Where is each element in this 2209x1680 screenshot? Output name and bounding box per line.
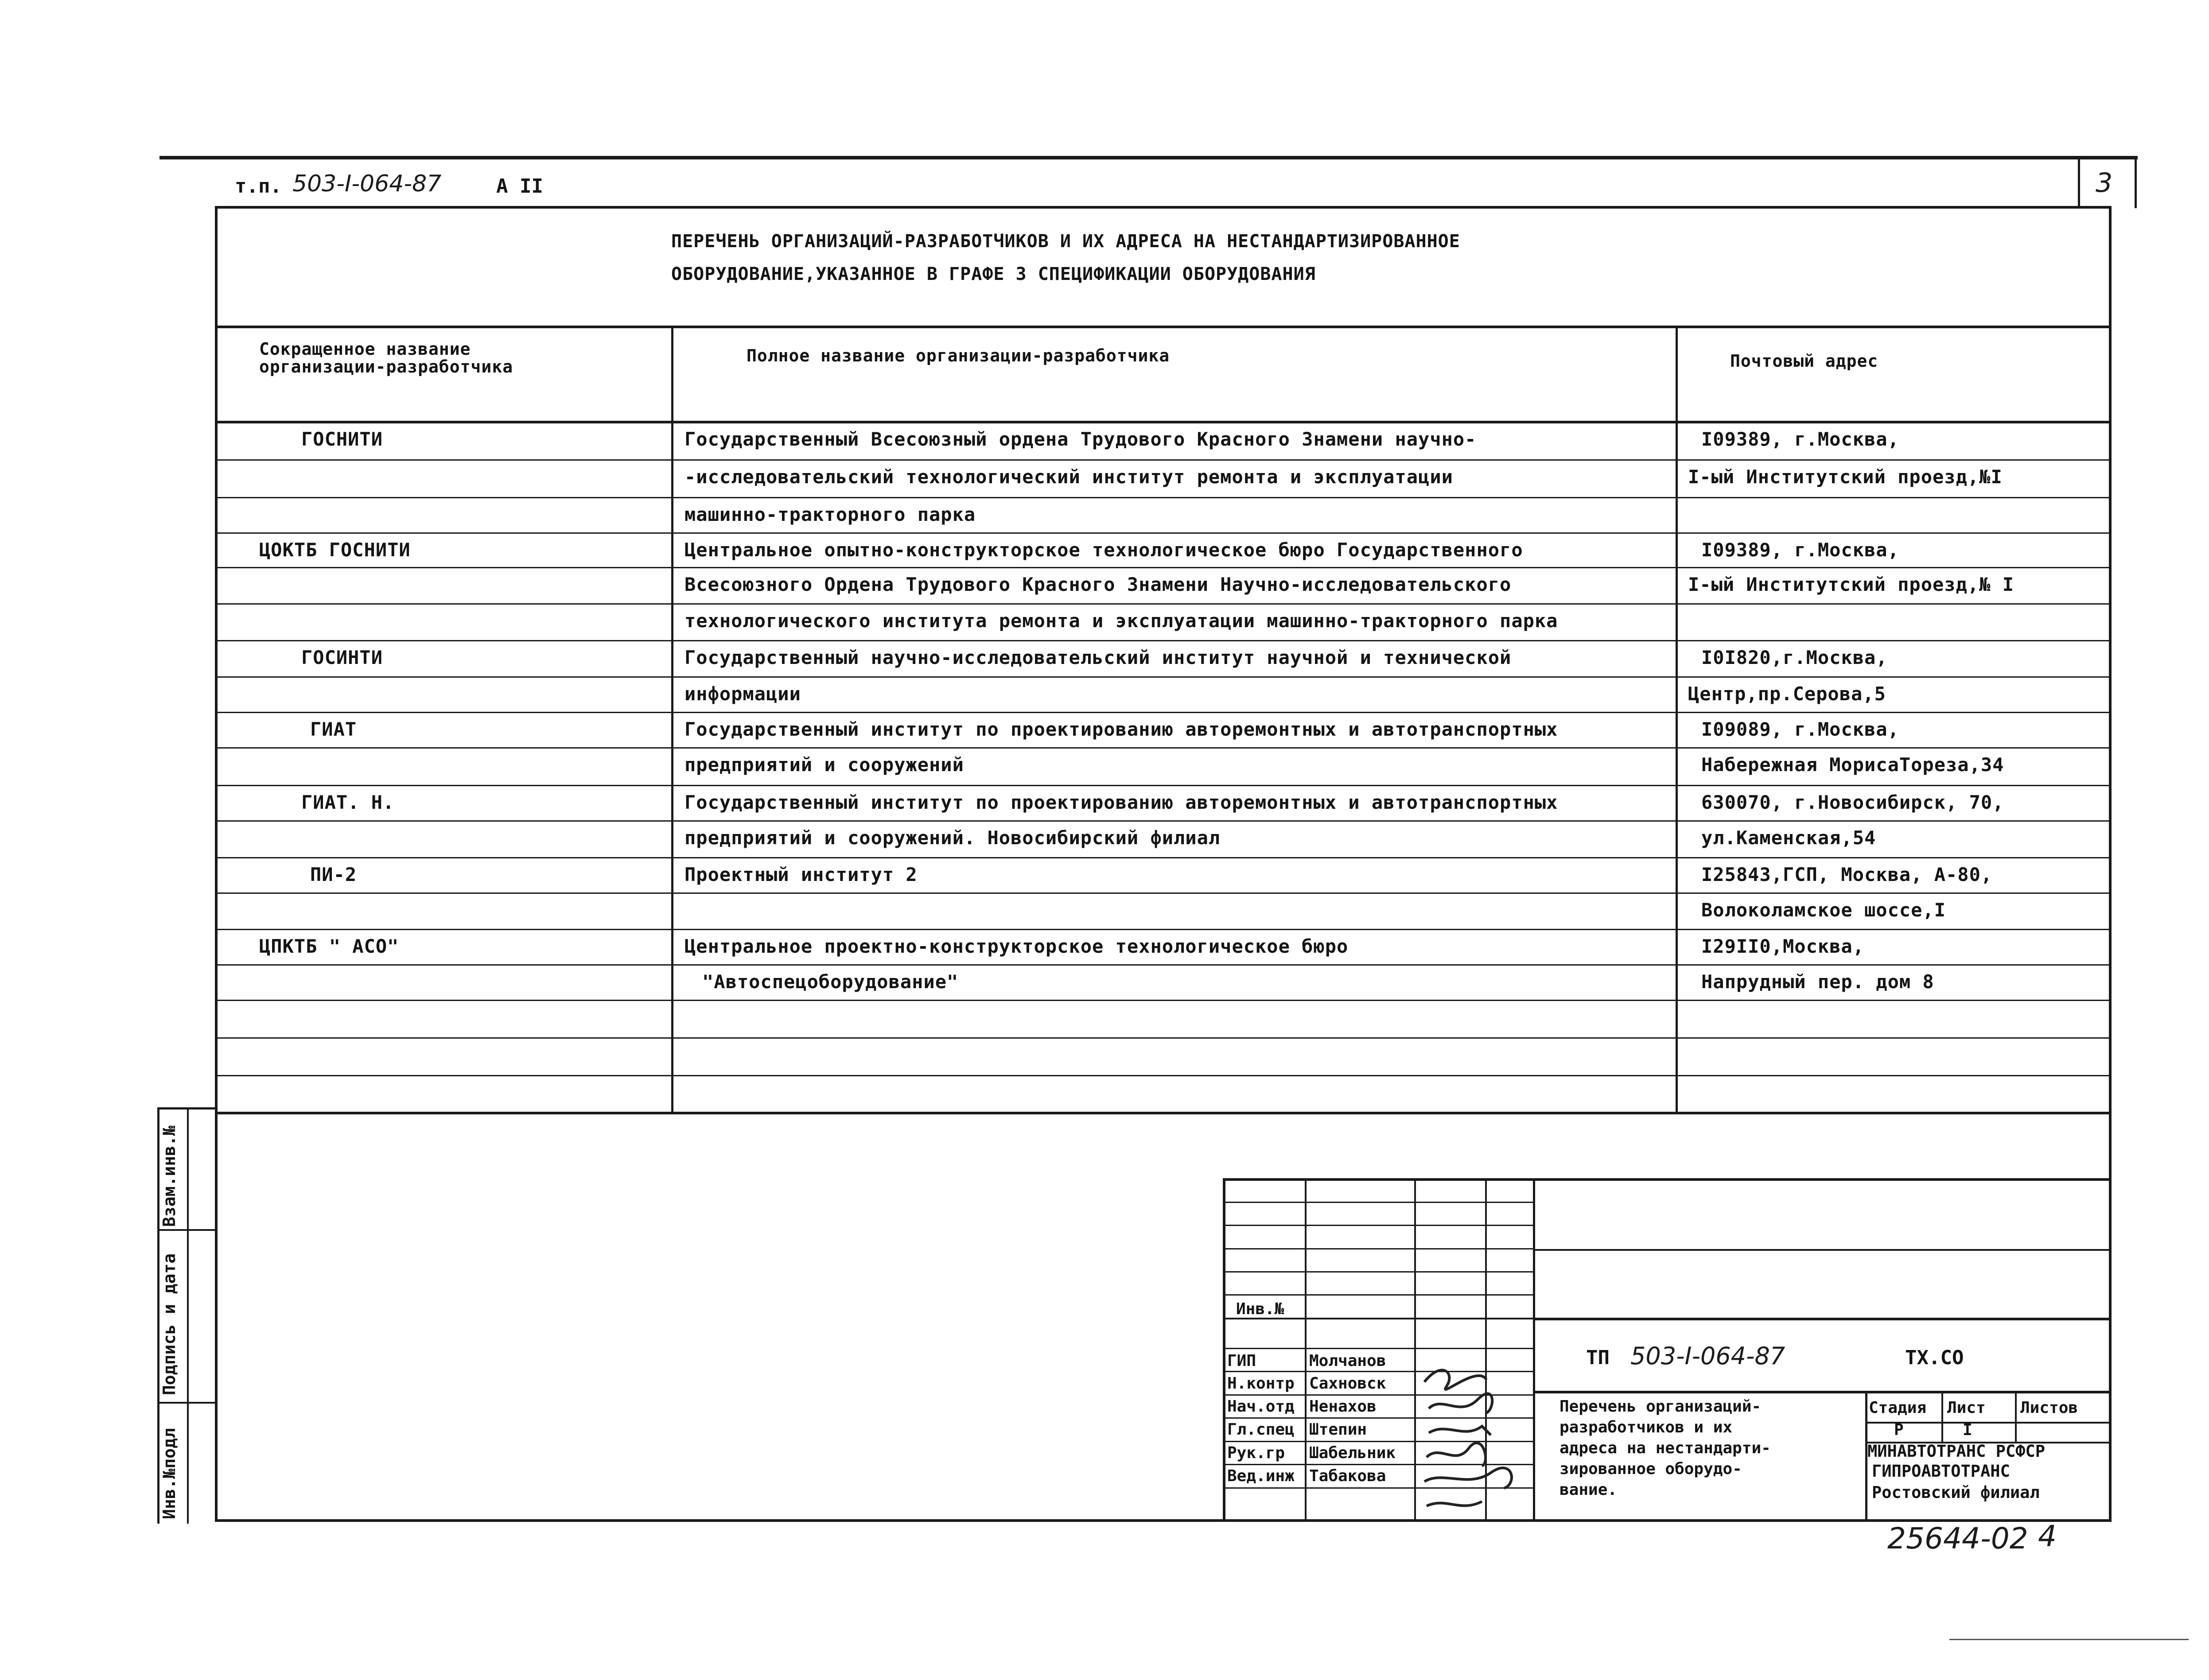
row-address: I09089, г.Москва, (1701, 718, 1899, 740)
tb-name: Шабельник (1309, 1444, 1396, 1462)
tb-role: Н.контр (1227, 1374, 1295, 1393)
tb-role: Рук.гр (1227, 1444, 1285, 1462)
tb-name: Молчанов (1309, 1352, 1386, 1370)
tb-row-2 (1223, 1225, 1533, 1226)
sheet-number-box-right (2135, 159, 2137, 208)
table-row-separator (215, 603, 2112, 605)
tb-doc-code: ТП (1586, 1346, 1610, 1369)
tb-doc-name-l3: адреса на нестандарти- (1560, 1439, 1771, 1457)
row-short-name: ЦОКТБ ГОСНИТИ (259, 539, 411, 561)
row-address: Напрудный пер. дом 8 (1701, 971, 1934, 993)
tb-role: Гл.спец (1227, 1420, 1295, 1439)
column-header-short-l1: Сокращенное название (259, 339, 471, 359)
row-short-name: ГИАТ. Н. (301, 792, 395, 813)
tb-sheet-value: I (1963, 1421, 1972, 1439)
column-header-short-l2: организации-разработчика (259, 357, 513, 376)
row-address: Центр,пр.Серова,5 (1688, 683, 1886, 705)
tb-org-line3: Ростовский филиал (1872, 1483, 2040, 1502)
frame-right (2109, 206, 2112, 1521)
tb-name: Сахновск (1309, 1374, 1386, 1393)
page-title-line1: ПЕРЕЧЕНЬ ОРГАНИЗАЦИЙ-РАЗРАБОТЧИКОВ И ИХ АДРЕСА НА НЕСТАНДАРТИЗИРОВАННОЕ (671, 231, 1460, 252)
tb-top (1223, 1178, 2111, 1181)
row-full-name: Всесоюзного Ордена Трудового Красного Знамени Научно-исследовательского (684, 574, 1512, 595)
row-short-name: ЦПКТБ " АСО" (259, 935, 399, 957)
tb-org-line2: ГИПРОАВТОТРАНС (1872, 1462, 2010, 1481)
header-row-separator (215, 421, 2112, 423)
column-header-full: Полное название организации-разработчика (747, 346, 1170, 365)
tb-row-7 (1223, 1348, 1533, 1349)
tb-inv-label: Инв.№ (1236, 1300, 1284, 1318)
col-divider-1 (671, 326, 673, 1114)
table-bottom-border (215, 1112, 2112, 1114)
tb-stage-label: Стадия (1869, 1399, 1927, 1417)
row-address: Волоколамское шоссе,I (1701, 899, 1946, 921)
row-address: I0I820,г.Москва, (1701, 647, 1888, 668)
tb-doc-name (1560, 1396, 1771, 1500)
row-full-name: предприятий и сооружений (684, 754, 964, 776)
tb-row-1 (1223, 1202, 1533, 1203)
table-row-separator (215, 857, 2112, 858)
tb-row-4 (1223, 1271, 1533, 1273)
row-address: Набережная МорисаТореза,34 (1701, 754, 2004, 776)
row-full-name: -исследовательский технологический институт ремонта и эксплуатации (684, 466, 1453, 488)
signatures-image (1416, 1355, 1522, 1559)
row-address: I-ый Институтский проезд,№ I (1688, 574, 2015, 595)
side-stamp-mid-border (187, 1107, 189, 1524)
table-row-separator (215, 785, 2112, 786)
row-address: I25843,ГСП, Москва, А-80, (1701, 864, 1993, 885)
row-address: 630070, г.Новосибирск, 70, (1701, 792, 2004, 813)
tb-stage-col-2 (2015, 1391, 2017, 1442)
table-row-separator (215, 640, 2112, 641)
tb-doc-name-l4: зированное оборудо- (1560, 1460, 1742, 1478)
album-label: А II (496, 175, 543, 198)
tb-role: Вед.инж (1227, 1467, 1295, 1485)
row-full-name: машинно-тракторного парка (684, 504, 976, 525)
title-separator (215, 326, 2112, 328)
table-row-separator (215, 1000, 2112, 1001)
row-full-name: технологического института ремонта и эксплуатации машинно-тракторного парка (684, 610, 1558, 632)
table-row-separator (215, 532, 2112, 534)
tb-doc-name-l5: вание. (1560, 1481, 1618, 1499)
tb-name: Штепин (1309, 1420, 1367, 1439)
row-full-name: "Автоспецоборудование" (702, 971, 959, 993)
table-row-separator (215, 964, 2112, 966)
table-row-separator (215, 497, 2112, 498)
row-short-name: ГИАТ (310, 718, 357, 740)
row-address: I09389, г.Москва, (1701, 539, 1899, 561)
side-stamp-replace: Взам.инв.№ (159, 1125, 179, 1227)
row-address: I29II0,Москва, (1701, 935, 1865, 957)
table-row-separator (215, 929, 2112, 930)
frame-top (215, 206, 2111, 209)
row-full-name: Центральное опытно-конструкторское технологическое бюро Государственного (684, 539, 1523, 561)
tb-doc-name-l1: Перечень организаций- (1560, 1397, 1762, 1416)
row-full-name: информации (684, 683, 801, 705)
footer-page: 4 (2038, 1519, 2057, 1553)
side-stamp-signature: Подпись и дата (159, 1253, 179, 1395)
tb-right-line-2 (1533, 1318, 2111, 1320)
doc-code-handwritten: 503-I-064-87 (292, 171, 442, 197)
page-title-line2: ОБОРУДОВАНИЕ,УКАЗАННОЕ В ГРАФЕ 3 СПЕЦИФИКАЦИИ ОБОРУДОВАНИЯ (671, 264, 1316, 284)
row-full-name: Центральное проектно-конструкторское технологическое бюро (684, 935, 1349, 957)
row-full-name: Государственный научно-исследовательский институт научной и технической (684, 647, 1512, 668)
row-full-name: Государственный институт по проектированию авторемонтных и автотранспортных (684, 792, 1558, 813)
frame-left (215, 206, 218, 1521)
row-short-name: ПИ-2 (310, 864, 357, 885)
row-address: ул.Каменская,54 (1701, 827, 1876, 849)
tb-doc-suffix: ТХ.СО (1905, 1346, 1964, 1369)
footer-line (1949, 1639, 2189, 1640)
tb-right-line-1 (1533, 1249, 2111, 1251)
sheet-number: 3 (2096, 167, 2113, 198)
tb-sheets-label: Листов (2020, 1399, 2078, 1417)
row-full-name: Государственный Всесоюзный ордена Трудового Красного Знамени научно- (684, 428, 1477, 450)
tb-doc-name-l2: разработчиков и их (1560, 1418, 1733, 1436)
tb-row-3 (1223, 1248, 1533, 1249)
table-row-separator (215, 676, 2112, 678)
frame-bottom (215, 1519, 2112, 1522)
column-header-address: Почтовый адрес (1730, 351, 1878, 371)
side-stamp-top-border (157, 1107, 217, 1110)
tb-role: ГИП (1227, 1352, 1256, 1370)
table-row-separator (215, 567, 2112, 568)
tb-left (1223, 1178, 1225, 1521)
side-stamp-divider-2 (157, 1402, 217, 1404)
row-short-name: ГОСИНТИ (301, 647, 383, 668)
tb-col-1 (1305, 1178, 1307, 1521)
column-header-short (259, 340, 513, 376)
archive-number: 25644-02 (1887, 1521, 2028, 1556)
tb-sheet-label: Лист (1947, 1399, 1986, 1417)
tb-org-line1: МИНАВТОТРАНС РСФСР (1867, 1442, 2045, 1461)
table-row-separator (215, 747, 2112, 749)
row-full-name: Государственный институт по проектированию авторемонтных и автотранспортных (684, 718, 1558, 740)
row-address: I09389, г.Москва, (1701, 428, 1899, 450)
sheet-number-box-left (2078, 159, 2080, 208)
row-full-name: Проектный институт 2 (684, 864, 918, 885)
row-address: I-ый Институтский проезд,№I (1688, 466, 2003, 488)
tb-name: Ненахов (1309, 1397, 1377, 1416)
tb-stage-col-1 (1941, 1391, 1943, 1442)
table-row-separator (215, 1075, 2112, 1076)
side-stamp-inv: Инв.№подл (159, 1428, 179, 1519)
doc-code-prefix: т.п. (235, 175, 282, 198)
table-row-separator (215, 459, 2112, 461)
tb-col-4 (1533, 1178, 1535, 1521)
row-short-name: ГОСНИТИ (301, 428, 383, 450)
col-divider-2 (1676, 326, 1678, 1114)
row-full-name: предприятий и сооружений. Новосибирский филиал (684, 827, 1221, 849)
table-row-separator (215, 1037, 2112, 1039)
table-row-separator (215, 820, 2112, 822)
table-row-separator (215, 892, 2112, 894)
tb-role: Нач.отд (1227, 1397, 1295, 1416)
tb-right-line-3 (1533, 1391, 2111, 1393)
tb-doc-code-handwritten: 503-I-064-87 (1630, 1342, 1785, 1370)
tb-stage-value: Р (1894, 1421, 1904, 1439)
table-row-separator (215, 712, 2112, 713)
tb-row-5 (1223, 1294, 1533, 1296)
tb-name: Табакова (1309, 1467, 1386, 1485)
side-stamp-divider-1 (157, 1229, 217, 1231)
top-border (159, 156, 2138, 159)
